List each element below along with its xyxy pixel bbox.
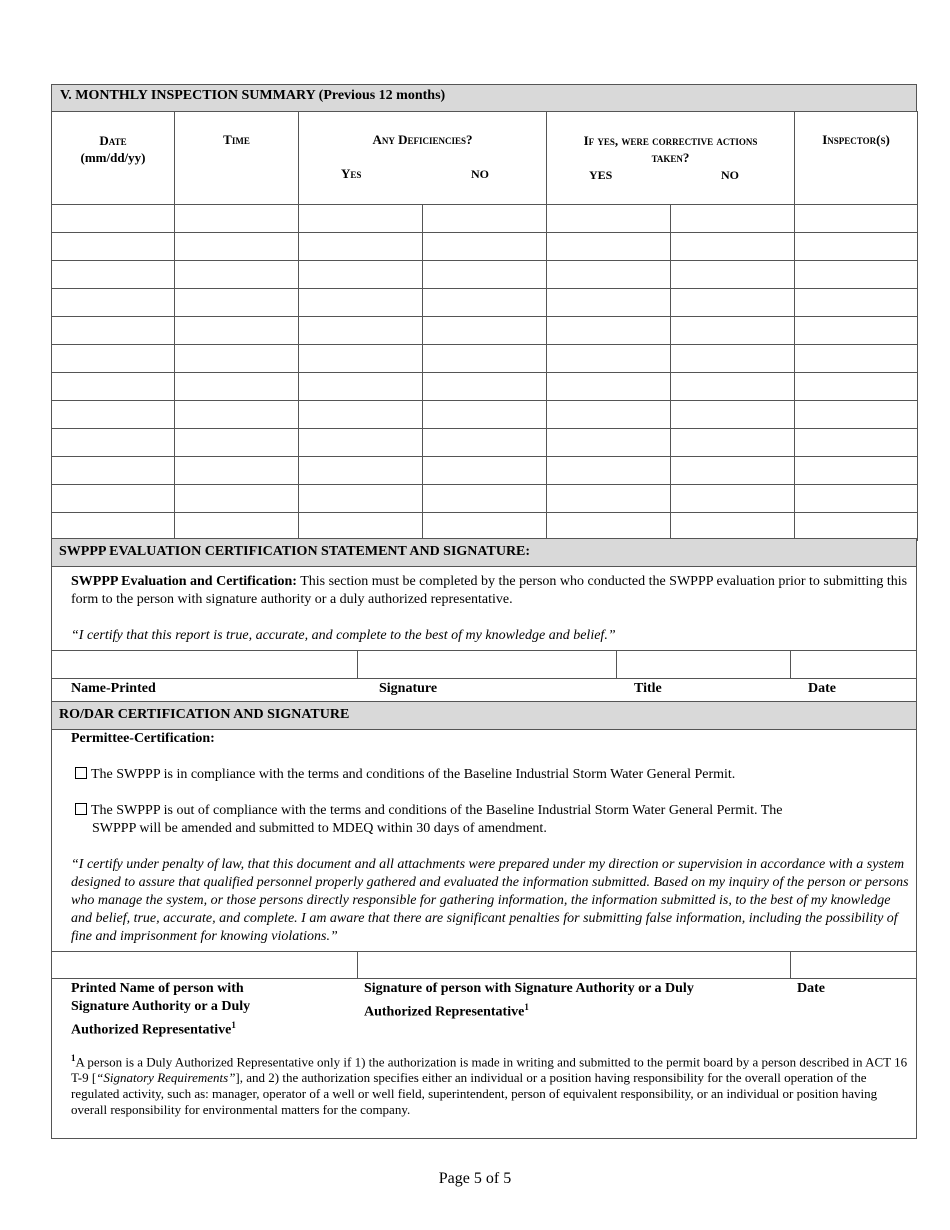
inspection-row xyxy=(52,429,918,457)
rodar-name-field[interactable] xyxy=(53,952,356,977)
time-cell[interactable] xyxy=(175,345,299,373)
deficiencies-yes-label: Yes xyxy=(341,166,362,181)
rodar-sig-bottom-line xyxy=(52,978,916,979)
col-deficiencies-label: Any Deficiencies? xyxy=(372,132,473,147)
col-inspectors-label: Inspector(s) xyxy=(822,132,890,147)
rodar-printed-name-sup: 1 xyxy=(231,1020,236,1030)
page-number: Page 5 of 5 xyxy=(438,1170,512,1187)
deficiency-no-cell[interactable] xyxy=(423,513,547,541)
inspection-row xyxy=(52,261,918,289)
col-date-header xyxy=(52,112,175,205)
inspector-cell[interactable] xyxy=(795,401,918,429)
rodar-divider-2 xyxy=(790,951,791,978)
out-of-compliance-option[interactable] xyxy=(75,802,915,838)
deficiency-no-cell[interactable] xyxy=(423,261,547,289)
date-cell[interactable] xyxy=(52,429,175,457)
corrective-yes-cell[interactable] xyxy=(547,485,671,513)
corrective-no-cell[interactable] xyxy=(671,317,795,345)
deficiency-no-cell[interactable] xyxy=(423,205,547,233)
swppp-date-field[interactable] xyxy=(792,651,915,677)
date-cell[interactable] xyxy=(52,261,175,289)
rodar-signature-label xyxy=(364,980,754,1022)
deficiency-yes-cell[interactable] xyxy=(299,373,423,401)
footnote-marker: 1 xyxy=(71,1053,76,1063)
deficiency-yes-cell[interactable] xyxy=(299,429,423,457)
time-cell[interactable] xyxy=(175,233,299,261)
col-inspectors-header xyxy=(795,112,918,205)
inspector-cell[interactable] xyxy=(795,513,918,541)
corrective-no-cell[interactable] xyxy=(671,289,795,317)
inspection-row xyxy=(52,513,918,541)
deficiency-yes-cell[interactable] xyxy=(299,457,423,485)
time-cell[interactable] xyxy=(175,289,299,317)
inspector-cell[interactable] xyxy=(795,261,918,289)
time-cell[interactable] xyxy=(175,429,299,457)
date-cell[interactable] xyxy=(52,457,175,485)
rodar-header: RO/DAR CERTIFICATION AND SIGNATURE xyxy=(59,707,350,722)
inspection-row xyxy=(52,345,918,373)
swppp-name-label: Name-Printed xyxy=(71,681,156,696)
deficiency-no-cell[interactable] xyxy=(423,401,547,429)
rodar-printed-name-label xyxy=(71,980,301,1040)
inspector-cell[interactable] xyxy=(795,317,918,345)
deficiency-yes-cell[interactable] xyxy=(299,205,423,233)
inspection-row xyxy=(52,205,918,233)
deficiency-yes-cell[interactable] xyxy=(299,401,423,429)
corrective-no-cell[interactable] xyxy=(671,373,795,401)
col-deficiencies-header xyxy=(299,112,547,205)
corrective-no-cell[interactable] xyxy=(671,345,795,373)
deficiency-yes-cell[interactable] xyxy=(299,317,423,345)
corrective-yes-cell[interactable] xyxy=(547,513,671,541)
swppp-certify-statement: “I certify that this report is true, accurate, and complete to the best of my knowledge and belief.” xyxy=(71,628,616,643)
time-cell[interactable] xyxy=(175,261,299,289)
time-cell[interactable] xyxy=(175,401,299,429)
time-cell[interactable] xyxy=(175,317,299,345)
inspection-row xyxy=(52,373,918,401)
deficiency-yes-cell[interactable] xyxy=(299,289,423,317)
footnote xyxy=(71,1050,909,1118)
out-of-compliance-checkbox[interactable] xyxy=(75,803,87,815)
swppp-name-field[interactable] xyxy=(53,651,356,677)
deficiency-yes-cell[interactable] xyxy=(299,233,423,261)
time-cell[interactable] xyxy=(175,457,299,485)
corrective-no-label: NO xyxy=(721,168,740,182)
swppp-header-bar xyxy=(52,539,916,567)
deficiencies-no-label: NO xyxy=(471,167,489,181)
inspector-cell[interactable] xyxy=(795,457,918,485)
col-corrective-header xyxy=(547,112,795,205)
inspector-cell[interactable] xyxy=(795,373,918,401)
col-time-header xyxy=(175,112,299,205)
out-of-compliance-text-1: The SWPPP is out of compliance with the terms and conditions of the Baseline Industrial Storm Water General Permit. The xyxy=(91,803,783,818)
date-cell[interactable] xyxy=(52,289,175,317)
corrective-yes-cell[interactable] xyxy=(547,345,671,373)
swppp-lead-text: This section must be completed by the person who conducted the SWPPP evaluation prior to submitting this form to the person with signature authority or a duly authorized representative. xyxy=(71,574,908,607)
deficiency-no-cell[interactable] xyxy=(423,429,547,457)
swppp-title-label: Title xyxy=(634,681,662,696)
swppp-divider-1 xyxy=(357,650,358,678)
rodar-date-label: Date xyxy=(797,981,825,996)
date-cell[interactable] xyxy=(52,485,175,513)
deficiency-no-cell[interactable] xyxy=(423,233,547,261)
compliance-checkbox[interactable] xyxy=(75,767,87,779)
corrective-no-cell[interactable] xyxy=(671,429,795,457)
deficiency-no-cell[interactable] xyxy=(423,457,547,485)
inspection-row xyxy=(52,485,918,513)
compliance-option[interactable] xyxy=(75,766,915,784)
inspector-cell[interactable] xyxy=(795,485,918,513)
deficiency-no-cell[interactable] xyxy=(423,345,547,373)
corrective-yes-cell[interactable] xyxy=(547,373,671,401)
time-cell[interactable] xyxy=(175,513,299,541)
corrective-yes-label: YES xyxy=(589,168,613,182)
out-of-compliance-text-2: SWPPP will be amended and submitted to MDEQ within 30 days of amendment. xyxy=(92,821,547,836)
corrective-no-cell[interactable] xyxy=(671,457,795,485)
deficiency-no-cell[interactable] xyxy=(423,485,547,513)
deficiency-yes-cell[interactable] xyxy=(299,513,423,541)
inspector-cell[interactable] xyxy=(795,345,918,373)
inspection-table-header xyxy=(52,112,918,205)
col-corrective-label: If yes, were corrective actions taken? xyxy=(583,133,758,165)
time-cell[interactable] xyxy=(175,205,299,233)
date-cell[interactable] xyxy=(52,205,175,233)
corrective-no-cell[interactable] xyxy=(671,261,795,289)
deficiency-yes-cell[interactable] xyxy=(299,261,423,289)
col-date-format: (mm/dd/yy) xyxy=(80,150,146,165)
col-date-label: Date xyxy=(99,133,127,148)
deficiency-no-cell[interactable] xyxy=(423,289,547,317)
corrective-no-cell[interactable] xyxy=(671,401,795,429)
swppp-divider-3 xyxy=(790,650,791,678)
rodar-divider-1 xyxy=(357,951,358,978)
corrective-yes-cell[interactable] xyxy=(547,401,671,429)
swppp-sig-bottom-line xyxy=(52,678,916,679)
corrective-yes-cell[interactable] xyxy=(547,289,671,317)
corrective-yes-cell[interactable] xyxy=(547,429,671,457)
swppp-date-label: Date xyxy=(808,681,836,696)
rodar-header-bar xyxy=(52,701,916,730)
penalty-statement: “I certify under penalty of law, that this document and all attachments were prepared under my direction or supervision in accordance with a system designed to assure that qualified personnel properly gathered and evaluated the information submitted. Based on my inquiry of the person or persons who manage the system, or those persons directly responsible for gathering information, the information submitted is, to the best of my knowledge and belief, true, accurate, and complete. I am aware that there are significant penalties for submitting false information, including the possibility of fine and imprisonment for knowing violations.” xyxy=(71,857,909,944)
date-cell[interactable] xyxy=(52,373,175,401)
time-cell[interactable] xyxy=(175,485,299,513)
corrective-yes-cell[interactable] xyxy=(547,317,671,345)
swppp-header: SWPPP EVALUATION CERTIFICATION STATEMENT AND SIGNATURE: xyxy=(59,544,531,559)
swppp-title-field[interactable] xyxy=(618,651,789,677)
col-time-label: Time xyxy=(223,132,250,147)
inspection-title-bar xyxy=(51,84,917,112)
corrective-no-cell[interactable] xyxy=(671,233,795,261)
corrective-no-cell[interactable] xyxy=(671,485,795,513)
inspection-table xyxy=(51,111,918,541)
date-cell[interactable] xyxy=(52,317,175,345)
swppp-signature-label: Signature xyxy=(379,681,438,696)
footnote-reference: “Signatory Requirements” xyxy=(96,1070,236,1086)
inspection-row xyxy=(52,289,918,317)
corrective-no-cell[interactable] xyxy=(671,513,795,541)
inspector-cell[interactable] xyxy=(795,233,918,261)
footnote-text-b: ], and 2) the authorization specifies either an individual or a position having responsibility for the overall operation of the regulated activity, such as: manager, operator of a well or well field, superintendent, person of equivalent responsibility, or an individual or position having overall responsibility for environmental matters for the company. xyxy=(71,1070,878,1118)
time-cell[interactable] xyxy=(175,373,299,401)
corrective-yes-cell[interactable] xyxy=(547,457,671,485)
deficiency-no-cell[interactable] xyxy=(423,317,547,345)
compliance-option-text: The SWPPP is in compliance with the terms and conditions of the Baseline Industrial Storm Water General Permit. xyxy=(91,767,736,782)
date-cell[interactable] xyxy=(52,233,175,261)
swppp-instructions xyxy=(71,573,911,609)
permittee-certification-label: Permittee-Certification: xyxy=(71,731,215,746)
rodar-signature-field[interactable] xyxy=(359,952,789,977)
inspection-row xyxy=(52,233,918,261)
inspection-title: V. MONTHLY INSPECTION SUMMARY (Previous 12 months) xyxy=(60,88,446,103)
corrective-yes-cell[interactable] xyxy=(547,205,671,233)
swppp-lead-bold: SWPPP Evaluation and Certification: xyxy=(71,574,297,589)
deficiency-yes-cell[interactable] xyxy=(299,345,423,373)
inspection-row xyxy=(52,457,918,485)
deficiency-no-cell[interactable] xyxy=(423,373,547,401)
inspector-cell[interactable] xyxy=(795,289,918,317)
corrective-yes-cell[interactable] xyxy=(547,233,671,261)
rodar-date-field[interactable] xyxy=(792,952,915,977)
swppp-divider-2 xyxy=(616,650,617,678)
swppp-signature-field[interactable] xyxy=(359,651,615,677)
deficiency-yes-cell[interactable] xyxy=(299,485,423,513)
inspector-cell[interactable] xyxy=(795,429,918,457)
date-cell[interactable] xyxy=(52,345,175,373)
rodar-printed-name-text: Printed Name of person with Signature Authority or a Duly Authorized Representative xyxy=(71,981,251,1038)
rodar-signature-text: Signature of person with Signature Authority or a Duly Authorized Representative xyxy=(364,981,694,1020)
rodar-signature-sup: 1 xyxy=(524,1002,529,1012)
corrective-yes-cell[interactable] xyxy=(547,261,671,289)
inspection-row xyxy=(52,317,918,345)
inspection-row xyxy=(52,401,918,429)
inspector-cell[interactable] xyxy=(795,205,918,233)
date-cell[interactable] xyxy=(52,513,175,541)
date-cell[interactable] xyxy=(52,401,175,429)
corrective-no-cell[interactable] xyxy=(671,205,795,233)
footnote-text-a: A person is a Duly Authorized Representative only if 1) the authorization is made in writing and submitted to the permit board by a person described in ACT 16 T-9 [ xyxy=(71,1054,908,1086)
inspection-rows xyxy=(52,205,918,541)
